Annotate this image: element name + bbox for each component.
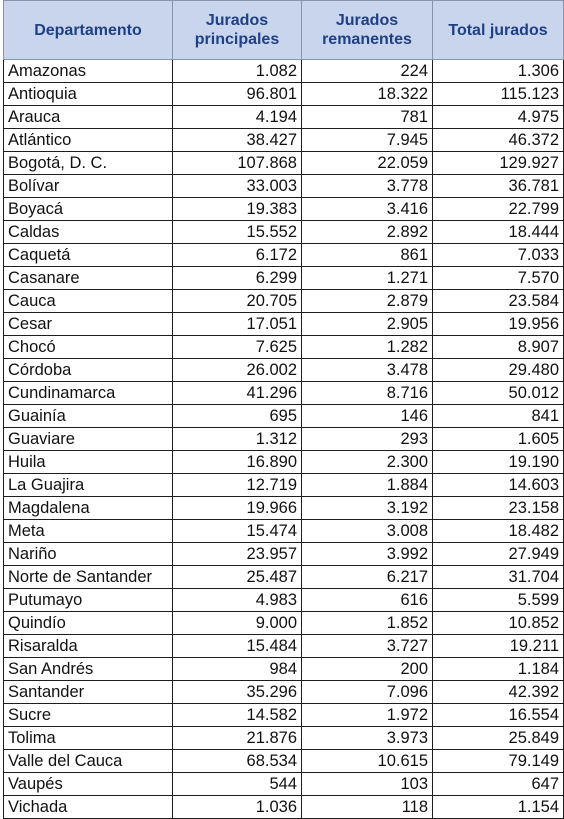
cell-departamento: Córdoba bbox=[4, 359, 173, 382]
cell-departamento: Vaupés bbox=[4, 773, 173, 796]
cell-departamento: Cesar bbox=[4, 313, 173, 336]
table-row bbox=[4, 727, 564, 750]
cell-principales: 695 bbox=[173, 405, 302, 428]
cell-principales: 6.299 bbox=[173, 267, 302, 290]
cell-total: 4.975 bbox=[433, 106, 564, 129]
cell-principales: 68.534 bbox=[173, 750, 302, 773]
cell-departamento: Caldas bbox=[4, 221, 173, 244]
cell-total: 115.123 bbox=[433, 83, 564, 106]
cell-principales: 20.705 bbox=[173, 290, 302, 313]
table-row bbox=[4, 681, 564, 704]
cell-departamento: Bolívar bbox=[4, 175, 173, 198]
cell-departamento: Norte de Santander bbox=[4, 566, 173, 589]
cell-principales: 41.296 bbox=[173, 382, 302, 405]
cell-principales: 19.966 bbox=[173, 497, 302, 520]
table-row bbox=[4, 405, 564, 428]
cell-departamento: Valle del Cauca bbox=[4, 750, 173, 773]
cell-remanentes: 1.271 bbox=[302, 267, 433, 290]
cell-remanentes: 22.059 bbox=[302, 152, 433, 175]
cell-principales: 16.890 bbox=[173, 451, 302, 474]
cell-remanentes: 3.727 bbox=[302, 635, 433, 658]
table-row bbox=[4, 750, 564, 773]
header-departamento: Departamento bbox=[4, 1, 173, 60]
cell-total: 23.584 bbox=[433, 290, 564, 313]
table-row bbox=[4, 497, 564, 520]
table-row bbox=[4, 106, 564, 129]
table-row bbox=[4, 428, 564, 451]
cell-principales: 7.625 bbox=[173, 336, 302, 359]
cell-remanentes: 118 bbox=[302, 796, 433, 819]
table-row bbox=[4, 520, 564, 543]
cell-principales: 14.582 bbox=[173, 704, 302, 727]
table-row bbox=[4, 589, 564, 612]
cell-total: 31.704 bbox=[433, 566, 564, 589]
cell-departamento: Amazonas bbox=[4, 60, 173, 83]
cell-remanentes: 1.972 bbox=[302, 704, 433, 727]
cell-principales: 6.172 bbox=[173, 244, 302, 267]
table-row bbox=[4, 612, 564, 635]
cell-departamento: La Guajira bbox=[4, 474, 173, 497]
table-row bbox=[4, 543, 564, 566]
cell-departamento: Antioquia bbox=[4, 83, 173, 106]
cell-total: 19.190 bbox=[433, 451, 564, 474]
cell-remanentes: 3.478 bbox=[302, 359, 433, 382]
cell-principales: 33.003 bbox=[173, 175, 302, 198]
cell-remanentes: 3.973 bbox=[302, 727, 433, 750]
cell-departamento: Santander bbox=[4, 681, 173, 704]
cell-total: 27.949 bbox=[433, 543, 564, 566]
cell-principales: 26.002 bbox=[173, 359, 302, 382]
cell-remanentes: 1.282 bbox=[302, 336, 433, 359]
cell-remanentes: 3.008 bbox=[302, 520, 433, 543]
cell-remanentes: 224 bbox=[302, 60, 433, 83]
cell-principales: 15.474 bbox=[173, 520, 302, 543]
table-header bbox=[4, 1, 564, 60]
cell-departamento: Quindío bbox=[4, 612, 173, 635]
cell-total: 79.149 bbox=[433, 750, 564, 773]
cell-remanentes: 146 bbox=[302, 405, 433, 428]
header-jurados-principales: Jurados principales bbox=[173, 1, 302, 60]
jurados-table bbox=[3, 0, 564, 819]
cell-departamento: Risaralda bbox=[4, 635, 173, 658]
table-row bbox=[4, 60, 564, 83]
cell-remanentes: 1.852 bbox=[302, 612, 433, 635]
cell-departamento: Cundinamarca bbox=[4, 382, 173, 405]
cell-remanentes: 103 bbox=[302, 773, 433, 796]
cell-remanentes: 3.416 bbox=[302, 198, 433, 221]
cell-total: 50.012 bbox=[433, 382, 564, 405]
cell-remanentes: 18.322 bbox=[302, 83, 433, 106]
header-row bbox=[4, 1, 564, 60]
table-row bbox=[4, 290, 564, 313]
cell-total: 42.392 bbox=[433, 681, 564, 704]
cell-total: 8.907 bbox=[433, 336, 564, 359]
header-total-jurados: Total jurados bbox=[433, 1, 564, 60]
table-row bbox=[4, 336, 564, 359]
cell-remanentes: 10.615 bbox=[302, 750, 433, 773]
cell-departamento: Arauca bbox=[4, 106, 173, 129]
table-row bbox=[4, 451, 564, 474]
cell-principales: 38.427 bbox=[173, 129, 302, 152]
cell-principales: 19.383 bbox=[173, 198, 302, 221]
table-row bbox=[4, 267, 564, 290]
cell-departamento: Vichada bbox=[4, 796, 173, 819]
cell-principales: 1.036 bbox=[173, 796, 302, 819]
cell-total: 22.799 bbox=[433, 198, 564, 221]
cell-principales: 23.957 bbox=[173, 543, 302, 566]
cell-remanentes: 1.884 bbox=[302, 474, 433, 497]
cell-departamento: Guainía bbox=[4, 405, 173, 428]
table-body bbox=[4, 60, 564, 819]
cell-total: 7.033 bbox=[433, 244, 564, 267]
table-row bbox=[4, 198, 564, 221]
cell-remanentes: 7.096 bbox=[302, 681, 433, 704]
cell-departamento: Tolima bbox=[4, 727, 173, 750]
table-row bbox=[4, 152, 564, 175]
table-row bbox=[4, 83, 564, 106]
cell-departamento: San Andrés bbox=[4, 658, 173, 681]
cell-total: 1.184 bbox=[433, 658, 564, 681]
cell-principales: 25.487 bbox=[173, 566, 302, 589]
cell-principales: 17.051 bbox=[173, 313, 302, 336]
cell-departamento: Nariño bbox=[4, 543, 173, 566]
table-row bbox=[4, 244, 564, 267]
cell-departamento: Casanare bbox=[4, 267, 173, 290]
cell-total: 25.849 bbox=[433, 727, 564, 750]
cell-principales: 984 bbox=[173, 658, 302, 681]
cell-principales: 35.296 bbox=[173, 681, 302, 704]
cell-remanentes: 3.778 bbox=[302, 175, 433, 198]
cell-principales: 15.552 bbox=[173, 221, 302, 244]
cell-principales: 4.194 bbox=[173, 106, 302, 129]
table-row bbox=[4, 566, 564, 589]
cell-total: 18.482 bbox=[433, 520, 564, 543]
table-row bbox=[4, 658, 564, 681]
table-row bbox=[4, 773, 564, 796]
cell-remanentes: 8.716 bbox=[302, 382, 433, 405]
cell-remanentes: 6.217 bbox=[302, 566, 433, 589]
table-row bbox=[4, 382, 564, 405]
cell-total: 7.570 bbox=[433, 267, 564, 290]
cell-total: 23.158 bbox=[433, 497, 564, 520]
cell-principales: 544 bbox=[173, 773, 302, 796]
cell-remanentes: 293 bbox=[302, 428, 433, 451]
cell-remanentes: 2.892 bbox=[302, 221, 433, 244]
cell-principales: 21.876 bbox=[173, 727, 302, 750]
cell-departamento: Bogotá, D. C. bbox=[4, 152, 173, 175]
cell-principales: 15.484 bbox=[173, 635, 302, 658]
cell-principales: 107.868 bbox=[173, 152, 302, 175]
cell-total: 29.480 bbox=[433, 359, 564, 382]
cell-remanentes: 2.300 bbox=[302, 451, 433, 474]
cell-principales: 12.719 bbox=[173, 474, 302, 497]
cell-total: 16.554 bbox=[433, 704, 564, 727]
cell-remanentes: 2.905 bbox=[302, 313, 433, 336]
table-row bbox=[4, 359, 564, 382]
cell-remanentes: 616 bbox=[302, 589, 433, 612]
header-jurados-remanentes: Jurados remanentes bbox=[302, 1, 433, 60]
cell-departamento: Huila bbox=[4, 451, 173, 474]
cell-total: 1.154 bbox=[433, 796, 564, 819]
cell-total: 129.927 bbox=[433, 152, 564, 175]
cell-principales: 96.801 bbox=[173, 83, 302, 106]
cell-total: 18.444 bbox=[433, 221, 564, 244]
table-row bbox=[4, 635, 564, 658]
cell-total: 10.852 bbox=[433, 612, 564, 635]
cell-principales: 1.312 bbox=[173, 428, 302, 451]
table-row bbox=[4, 474, 564, 497]
table-row bbox=[4, 175, 564, 198]
cell-remanentes: 781 bbox=[302, 106, 433, 129]
cell-total: 647 bbox=[433, 773, 564, 796]
table-row bbox=[4, 221, 564, 244]
cell-total: 19.956 bbox=[433, 313, 564, 336]
cell-remanentes: 3.992 bbox=[302, 543, 433, 566]
cell-departamento: Magdalena bbox=[4, 497, 173, 520]
cell-total: 841 bbox=[433, 405, 564, 428]
cell-departamento: Guaviare bbox=[4, 428, 173, 451]
cell-departamento: Chocó bbox=[4, 336, 173, 359]
cell-departamento: Atlántico bbox=[4, 129, 173, 152]
cell-total: 36.781 bbox=[433, 175, 564, 198]
cell-remanentes: 200 bbox=[302, 658, 433, 681]
cell-departamento: Boyacá bbox=[4, 198, 173, 221]
cell-total: 1.605 bbox=[433, 428, 564, 451]
cell-total: 46.372 bbox=[433, 129, 564, 152]
cell-principales: 1.082 bbox=[173, 60, 302, 83]
cell-principales: 4.983 bbox=[173, 589, 302, 612]
cell-departamento: Putumayo bbox=[4, 589, 173, 612]
cell-departamento: Caquetá bbox=[4, 244, 173, 267]
table-row bbox=[4, 313, 564, 336]
cell-departamento: Cauca bbox=[4, 290, 173, 313]
cell-departamento: Sucre bbox=[4, 704, 173, 727]
table-row bbox=[4, 796, 564, 819]
cell-total: 14.603 bbox=[433, 474, 564, 497]
cell-remanentes: 7.945 bbox=[302, 129, 433, 152]
cell-remanentes: 861 bbox=[302, 244, 433, 267]
cell-departamento: Meta bbox=[4, 520, 173, 543]
cell-total: 1.306 bbox=[433, 60, 564, 83]
cell-remanentes: 3.192 bbox=[302, 497, 433, 520]
cell-principales: 9.000 bbox=[173, 612, 302, 635]
table-row bbox=[4, 704, 564, 727]
cell-remanentes: 2.879 bbox=[302, 290, 433, 313]
cell-total: 19.211 bbox=[433, 635, 564, 658]
cell-total: 5.599 bbox=[433, 589, 564, 612]
table-row bbox=[4, 129, 564, 152]
